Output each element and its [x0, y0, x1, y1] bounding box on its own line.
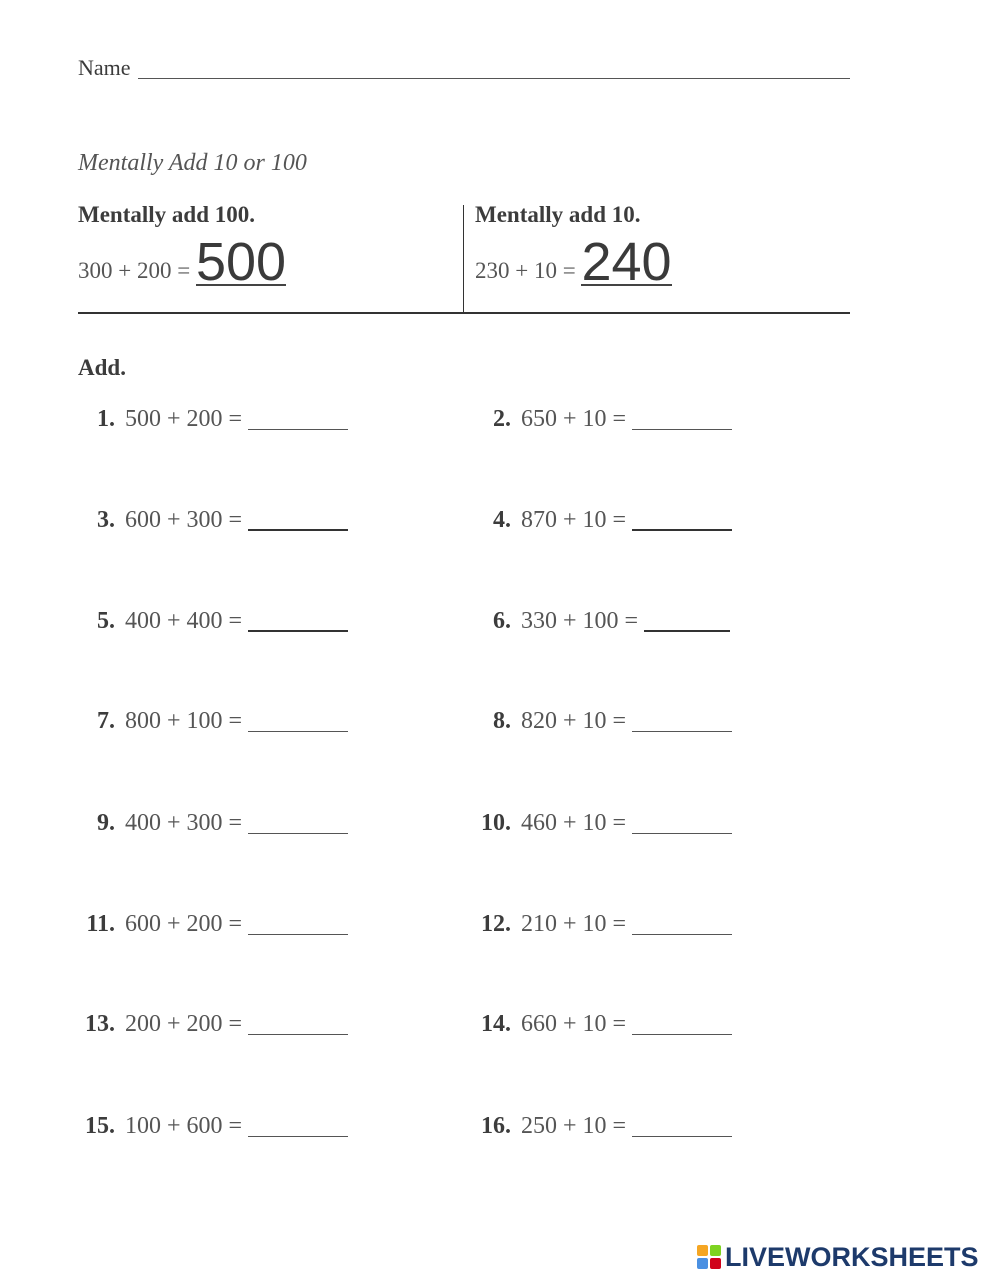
- answer-blank[interactable]: [632, 1014, 732, 1035]
- problem-number: 9.: [97, 810, 115, 836]
- problem-10: [481, 810, 732, 840]
- problem-number: 2.: [493, 406, 511, 432]
- answer-blank[interactable]: [248, 509, 348, 531]
- problem-number: 14.: [481, 1011, 511, 1037]
- answer-blank[interactable]: [632, 711, 732, 732]
- logo-block: [697, 1245, 708, 1256]
- example-right-heading: Mentally add 10.: [475, 202, 641, 227]
- answer-blank[interactable]: [248, 914, 348, 935]
- logo-block: [710, 1245, 721, 1256]
- problem-2: [493, 406, 732, 436]
- problem-expression: 200 + 200 =: [125, 1011, 243, 1037]
- problem-8: [493, 708, 732, 738]
- worksheet-subtitle: Mentally Add 10 or 100: [78, 150, 307, 176]
- example-right: [475, 232, 672, 292]
- problem-11: [86, 911, 348, 941]
- problem-expression: 460 + 10 =: [521, 810, 627, 836]
- answer-blank[interactable]: [632, 409, 732, 430]
- problem-expression: 100 + 600 =: [125, 1113, 243, 1139]
- answer-blank[interactable]: [248, 711, 348, 732]
- section-label: Add.: [78, 355, 126, 380]
- logo-block: [697, 1258, 708, 1269]
- name-field[interactable]: [138, 78, 850, 79]
- problem-expression: 600 + 200 =: [125, 911, 243, 937]
- problem-15: [85, 1113, 348, 1143]
- answer-blank[interactable]: [248, 1014, 348, 1035]
- example-left: [78, 232, 287, 292]
- problem-1: [97, 406, 348, 436]
- problem-number: 3.: [97, 507, 115, 533]
- example-right-problem: 230 + 10 =: [475, 258, 576, 283]
- problem-4: [493, 507, 732, 537]
- example-divider: [463, 205, 464, 313]
- problem-expression: 650 + 10 =: [521, 406, 627, 432]
- problem-9: [97, 810, 348, 840]
- problem-expression: 600 + 300 =: [125, 507, 243, 533]
- problem-number: 10.: [481, 810, 511, 836]
- logo-blocks-icon: [697, 1245, 721, 1269]
- answer-blank[interactable]: [632, 813, 732, 834]
- problem-7: [97, 708, 348, 738]
- problem-12: [481, 911, 732, 941]
- problem-expression: 210 + 10 =: [521, 911, 627, 937]
- answer-blank[interactable]: [632, 509, 732, 531]
- logo-block: [710, 1258, 721, 1269]
- logo-text: LIVEWORKSHEETS: [725, 1241, 979, 1272]
- example-left-heading: Mentally add 100.: [78, 202, 255, 227]
- answer-blank[interactable]: [632, 1116, 732, 1137]
- problem-expression: 660 + 10 =: [521, 1011, 627, 1037]
- problem-16: [481, 1113, 732, 1143]
- problem-number: 12.: [481, 911, 511, 937]
- problem-number: 7.: [97, 708, 115, 734]
- problem-number: 15.: [85, 1113, 115, 1139]
- answer-blank[interactable]: [248, 1116, 348, 1137]
- example-right-answer: 240: [581, 232, 672, 292]
- problem-expression: 820 + 10 =: [521, 708, 627, 734]
- problem-number: 6.: [493, 608, 511, 634]
- example-left-problem: 300 + 200 =: [78, 258, 191, 283]
- problem-number: 8.: [493, 708, 511, 734]
- problem-expression: 800 + 100 =: [125, 708, 243, 734]
- answer-blank[interactable]: [248, 610, 348, 632]
- problem-number: 4.: [493, 507, 511, 533]
- problem-expression: 250 + 10 =: [521, 1113, 627, 1139]
- problem-number: 13.: [85, 1011, 115, 1037]
- section-divider: [78, 312, 850, 314]
- answer-blank[interactable]: [248, 813, 348, 834]
- problem-number: 11.: [86, 911, 115, 937]
- name-label: Name: [78, 55, 131, 80]
- problem-expression: 330 + 100 =: [521, 608, 639, 634]
- answer-blank[interactable]: [644, 610, 730, 632]
- problem-13: [85, 1011, 348, 1041]
- problem-expression: 870 + 10 =: [521, 507, 627, 533]
- problem-5: [97, 608, 348, 638]
- problem-6: [493, 608, 730, 638]
- problem-expression: 400 + 300 =: [125, 810, 243, 836]
- example-left-answer: 500: [195, 232, 287, 292]
- answer-blank[interactable]: [248, 409, 348, 430]
- liveworksheets-logo: [697, 1243, 979, 1271]
- problem-14: [481, 1011, 732, 1041]
- problem-expression: 400 + 400 =: [125, 608, 243, 634]
- problem-number: 16.: [481, 1113, 511, 1139]
- problem-3: [97, 507, 348, 537]
- problem-number: 5.: [97, 608, 115, 634]
- answer-blank[interactable]: [632, 914, 732, 935]
- problem-number: 1.: [97, 406, 115, 432]
- problem-expression: 500 + 200 =: [125, 406, 243, 432]
